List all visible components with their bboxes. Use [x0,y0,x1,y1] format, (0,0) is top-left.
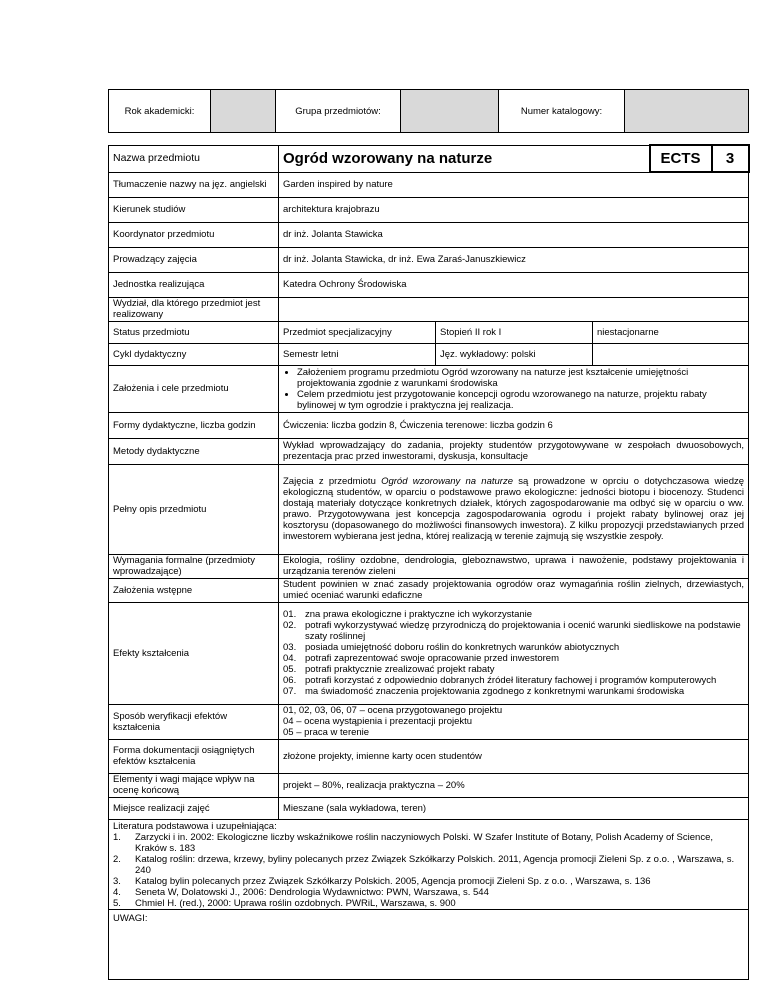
zalozenia-label: Założenia i cele przedmiotu [109,365,279,412]
course-title: Ogród wzorowany na naturze [279,145,650,172]
weryfikacja-line: 01, 02, 03, 06, 07 – ocena przygotowanego projektu [283,705,503,716]
syllabus-table [108,144,750,980]
list-item: 02. potrafi wykorzystywać wiedzę przyrodniczą do projektowania i ocenić warunki siedliskowe na podstawie szaty roślinnej [283,620,741,642]
wydzial-label: Wydział, dla którego przedmiot jest realizowany [109,297,279,321]
nazwa-przedmiotu-label: Nazwa przedmiotu [109,145,279,172]
weryfikacja-line: 04 – ocena wystąpienia i prezentacji projektu [283,716,473,727]
opis-text-start: Zajęcia z przedmiotu [283,476,382,487]
stopien-value: Stopień II rok I [436,321,593,343]
efekty-value [279,602,749,704]
list-item: 07. ma świadomość znaczenia projektowania zgodnego z konkretnymi warunkami środowiska [283,686,685,697]
prowadzacy-value: dr inż. Jolanta Stawicka, dr inż. Ewa Zaraś-Januszkiewicz [279,247,749,272]
miejsce-label: Miejsce realizacji zajęć [109,797,279,819]
numer-katalogowy-label: Numer katalogowy: [499,90,625,133]
wymagania-value: Ekologia, rośliny ozdobne, dendrologia, gleboznawstwo, uprawa i nawożenie, podstawy projektowania i urządzania terenów zieleni [279,554,749,578]
grupa-przedmiotow-label: Grupa przedmiotów: [276,90,401,133]
list-item: • Założeniem programu przedmiotu Ogród wzorowany na naturze jest kształcenie umiejętności projektowania zgodnie z warunkami środowiska [297,367,744,389]
opis-course-name: Ogród wzorowany na naturze [381,476,513,487]
cykl-value: Semestr letni [279,343,436,365]
opis-value [279,464,749,554]
opis-text-rest: są prowadzone w oprciu o dotychczasowa wiedzę ekologiczną studentów, w oparciu o podstawowe prawo ekologiczne: jedności biotopu i biocenozy. Studenci dostają materiały dotyczące konkretnych działek, których zagospodarowanie ma odbyć się w oparciu o ww. prawo. Przygotowywana jest koncepcja zagospodarowania ogrodu i projekt rabaty bylinowej oraz jej kosztorysu (dopasowanego do możliwości finansowych inwestora). Z kilku propozycji przedstawianych przed inwestorem wybierana jest jedna, której realizacją w terenie zajmują się wszystkie zespoły. [283,476,745,542]
efekty-label: Efekty kształcenia [109,602,279,704]
uwagi-cell [109,909,749,979]
metody-value: Wykład wprowadzający do zadania, projekty studentów przygotowywane w zespołach dwuosobowych, prezentacja prac przed inwestorami, dyskusja, konsultacje [279,438,749,464]
rok-akademicki-value [211,90,276,133]
ects-value: 3 [712,145,749,172]
literatura-heading: Literatura podstawowa i uzupełniająca: [113,820,277,832]
jezyk-value: Jęz. wykładowy: polski [436,343,593,365]
list-item: 5. Chmiel H. (red.), 2000: Uprawa roślin ozdobnych. PWRiL, Warszawa, s. 900 [113,897,456,909]
list-item: 06. potrafi korzystać z odpowiednio dobranych źródeł literatury fachowej i programów komputerowych [283,675,717,686]
wagi-value: projekt – 80%, realizacja praktyczna – 20% [279,773,749,797]
list-item: 2. Katalog roślin: drzewa, krzewy, byliny polecanych przez Związek Szkółkarzy Polskich. 2011, Agencja promocji Zieleni Sp. z o.o. , Warszawa, s. 240 [113,853,735,876]
list-item: • Celem przedmiotu jest przygotowanie koncepcji ogrodu wzorowanego na naturze, projektu rabaty bylinowej w tym ogrodzie i praktyczna jej realizacja. [297,389,744,411]
zalozenia-list [283,367,744,411]
prowadzacy-label: Prowadzący zajęcia [109,247,279,272]
koordynator-value: dr inż. Jolanta Stawicka [279,222,749,247]
list-item: 05. potrafi praktycznie zrealizować projekt rabaty [283,664,495,675]
opis-label: Pełny opis przedmiotu [109,464,279,554]
literatura-cell [109,819,749,909]
list-item: 01. zna prawa ekologiczne i praktyczne ich wykorzystanie [283,609,533,620]
weryfikacja-value [279,704,749,739]
dokumentacja-value: złożone projekty, imienne karty ocen studentów [279,739,749,773]
tryb-value: niestacjonarne [593,321,749,343]
literatura-list [113,832,744,909]
rok-akademicki-label: Rok akademicki: [109,90,211,133]
list-item: 1. Zarzycki i in. 2002: Ekologiczne liczby wskaźnikowe roślin naczyniowych Polski. W Szafer Institute of Botany, Polish Academy of Science, Kraków s. 183 [113,831,713,854]
wagi-label: Elementy i wagi mające wpływ na ocenę końcową [109,773,279,797]
list-item: 3. Katalog bylin polecanych przez Związek Szkółkarzy Polskich. 2005, Agencja promocji Zieleni Sp. z o.o. , Warszawa, s. 136 [113,875,651,887]
dokumentacja-label: Forma dokumentacji osiągniętych efektów kształcenia [109,739,279,773]
status-value: Przedmiot specjalizacyjny [279,321,436,343]
ects-label: ECTS [650,145,712,172]
cykl-label: Cykl dydaktyczny [109,343,279,365]
koordynator-label: Koordynator przedmiotu [109,222,279,247]
grupa-przedmiotow-value [401,90,499,133]
cykl-extra [593,343,749,365]
status-label: Status przedmiotu [109,321,279,343]
uwagi-label: UWAGI: [113,912,148,924]
list-item: 03. posiada umiejętność doboru roślin do konkretnych warunków abiotycznych [283,642,620,653]
metody-label: Metody dydaktyczne [109,438,279,464]
weryfikacja-line: 05 – praca w terenie [283,727,370,738]
english-name-label: Tłumaczenie nazwy na jęz. angielski [109,172,279,197]
efekty-list [283,609,744,697]
wydzial-value [279,297,749,321]
wstepne-label: Założenia wstępne [109,578,279,602]
jednostka-label: Jednostka realizująca [109,272,279,297]
numer-katalogowy-value [625,90,749,133]
kierunek-label: Kierunek studiów [109,197,279,222]
jednostka-value: Katedra Ochrony Środowiska [279,272,749,297]
wymagania-label: Wymagania formalne (przedmioty wprowadzające) [109,554,279,578]
zalozenia-value [279,365,749,412]
miejsce-value: Mieszane (sala wykładowa, teren) [279,797,749,819]
wstepne-value: Student powinien w znać zasady projektowania ogrodów oraz wymagańnia roślin zielnych, drzewiastych, umieć oceniać warunki edaficzne [279,578,749,602]
header-table [108,89,749,133]
kierunek-value: architektura krajobrazu [279,197,749,222]
weryfikacja-label: Sposób weryfikacji efektów kształcenia [109,704,279,739]
list-item: 04. potrafi zaprezentować swoje opracowanie przed inwestorem [283,653,559,664]
english-name-value: Garden inspired by nature [279,172,749,197]
formy-label: Formy dydaktyczne, liczba godzin [109,412,279,438]
list-item: 4. Seneta W, Dolatowski J., 2006: Dendrologia Wydawnictwo: PWN, Warszawa, s. 544 [113,886,489,898]
formy-value: Ćwiczenia: liczba godzin 8, Ćwiczenia terenowe: liczba godzin 6 [279,412,749,438]
